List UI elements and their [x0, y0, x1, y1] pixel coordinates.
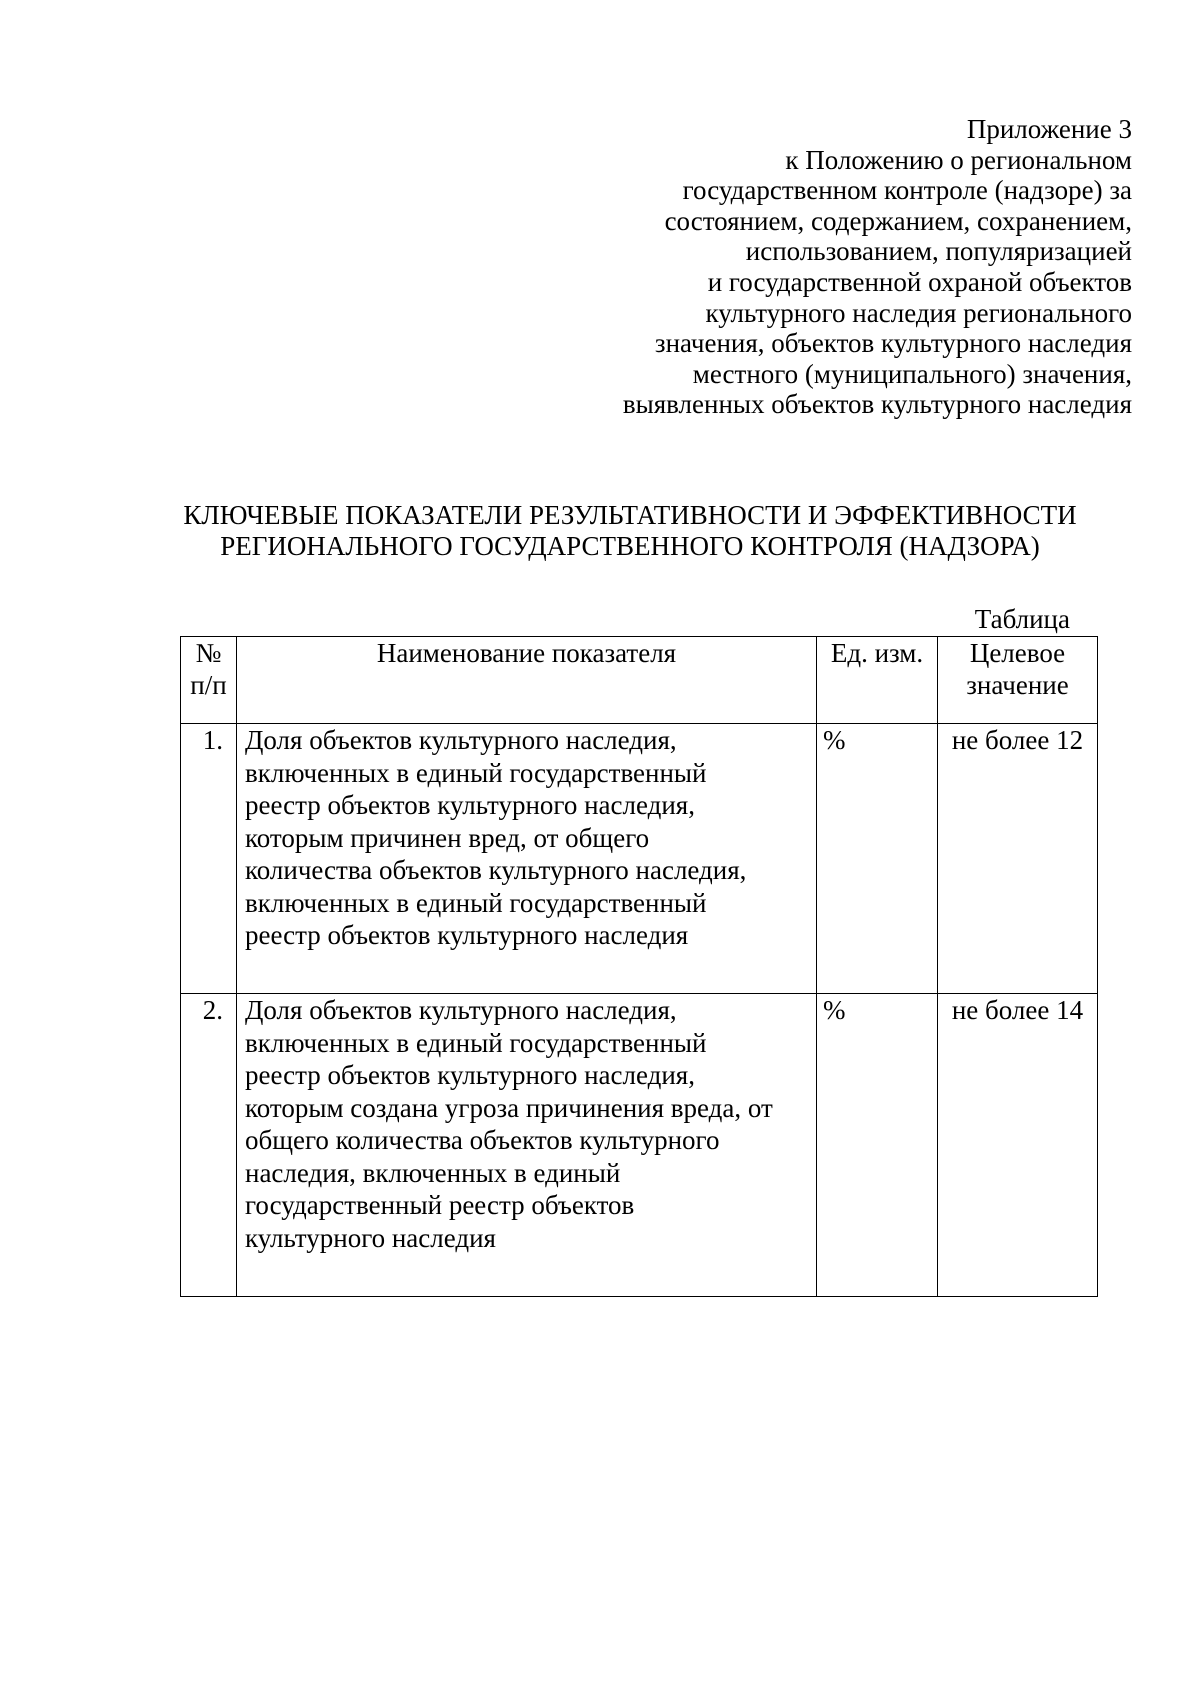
appendix-line: и государственной охраной объектов	[707, 266, 1132, 297]
table-row	[181, 724, 1098, 994]
table-label: Таблица	[974, 604, 1070, 634]
indicator-name-line: реестр объектов культурного наследия	[245, 920, 689, 950]
indicator-name	[237, 724, 817, 994]
header-target-line: Целевое	[969, 638, 1066, 668]
header-target	[938, 637, 1098, 724]
appendix-line: местного (муниципального) значения,	[692, 358, 1132, 389]
indicator-name-line: которым создана угроза причинения вреда, от	[245, 1092, 773, 1123]
header-unit-text: Ед. изм.	[830, 638, 924, 668]
indicator-name-line: наследия, включенных в единый	[245, 1157, 621, 1188]
indicator-name-line: которым причинен вред, от общего	[245, 822, 650, 853]
target-value: не более 14	[938, 994, 1098, 1297]
unit-of-measure: %	[817, 724, 938, 994]
appendix-line: состоянием, содержанием, сохранением,	[664, 205, 1132, 236]
table-row	[181, 994, 1098, 1297]
indicator-name-line: государственный реестр объектов	[245, 1190, 635, 1220]
appendix-line: культурного наследия регионального	[705, 297, 1132, 328]
indicator-name-line: реестр объектов культурного наследия,	[245, 1060, 695, 1090]
indicator-name-line: Доля объектов культурного наследия,	[245, 725, 677, 755]
appendix-line: значения, объектов культурного наследия	[654, 328, 1132, 359]
indicators-table	[180, 636, 1098, 1297]
table-header-row	[181, 637, 1098, 724]
appendix-line: выявленных объектов культурного наследия	[622, 389, 1132, 420]
appendix-line: государственном контроле (надзоре) за	[682, 175, 1132, 206]
indicator-name-line: включенных в единый государственный	[245, 1027, 707, 1058]
indicator-name-line: реестр объектов культурного наследия,	[245, 790, 695, 820]
header-name-text: Наименование показателя	[376, 638, 677, 668]
document-title-line: КЛЮЧЕВЫЕ ПОКАЗАТЕЛИ РЕЗУЛЬТАТИВНОСТИ И ЭФФЕКТИВНОСТИ	[183, 500, 1077, 530]
header-unit	[817, 637, 938, 724]
target-value: не более 12	[938, 724, 1098, 994]
indicator-name-line: включенных в единый государственный	[245, 887, 707, 918]
indicator-name-line: количества объектов культурного наследия,	[245, 855, 747, 885]
document-title	[0, 500, 1200, 562]
header-name	[237, 637, 817, 724]
indicator-name-line: культурного наследия	[245, 1222, 496, 1253]
unit-of-measure: %	[817, 994, 938, 1297]
header-num-line: №	[195, 638, 222, 668]
header-num	[181, 637, 237, 724]
header-target-line: значение	[966, 670, 1069, 700]
row-number: 1.	[181, 724, 237, 994]
indicator-name-line: включенных в единый государственный	[245, 757, 707, 788]
header-num-line: п/п	[190, 670, 227, 700]
appendix-line: Приложение 3	[966, 114, 1132, 144]
appendix-reference	[572, 114, 1132, 420]
row-number: 2.	[181, 994, 237, 1297]
indicator-name	[237, 994, 817, 1297]
document-title-line: РЕГИОНАЛЬНОГО ГОСУДАРСТВЕННОГО КОНТРОЛЯ (НАДЗОРА)	[220, 531, 1040, 561]
indicator-name-line: Доля объектов культурного наследия,	[245, 995, 677, 1025]
appendix-line: использованием, популяризацией	[745, 236, 1132, 267]
appendix-line: к Положению о региональном	[785, 144, 1132, 175]
indicator-name-line: общего количества объектов культурного	[245, 1125, 720, 1155]
